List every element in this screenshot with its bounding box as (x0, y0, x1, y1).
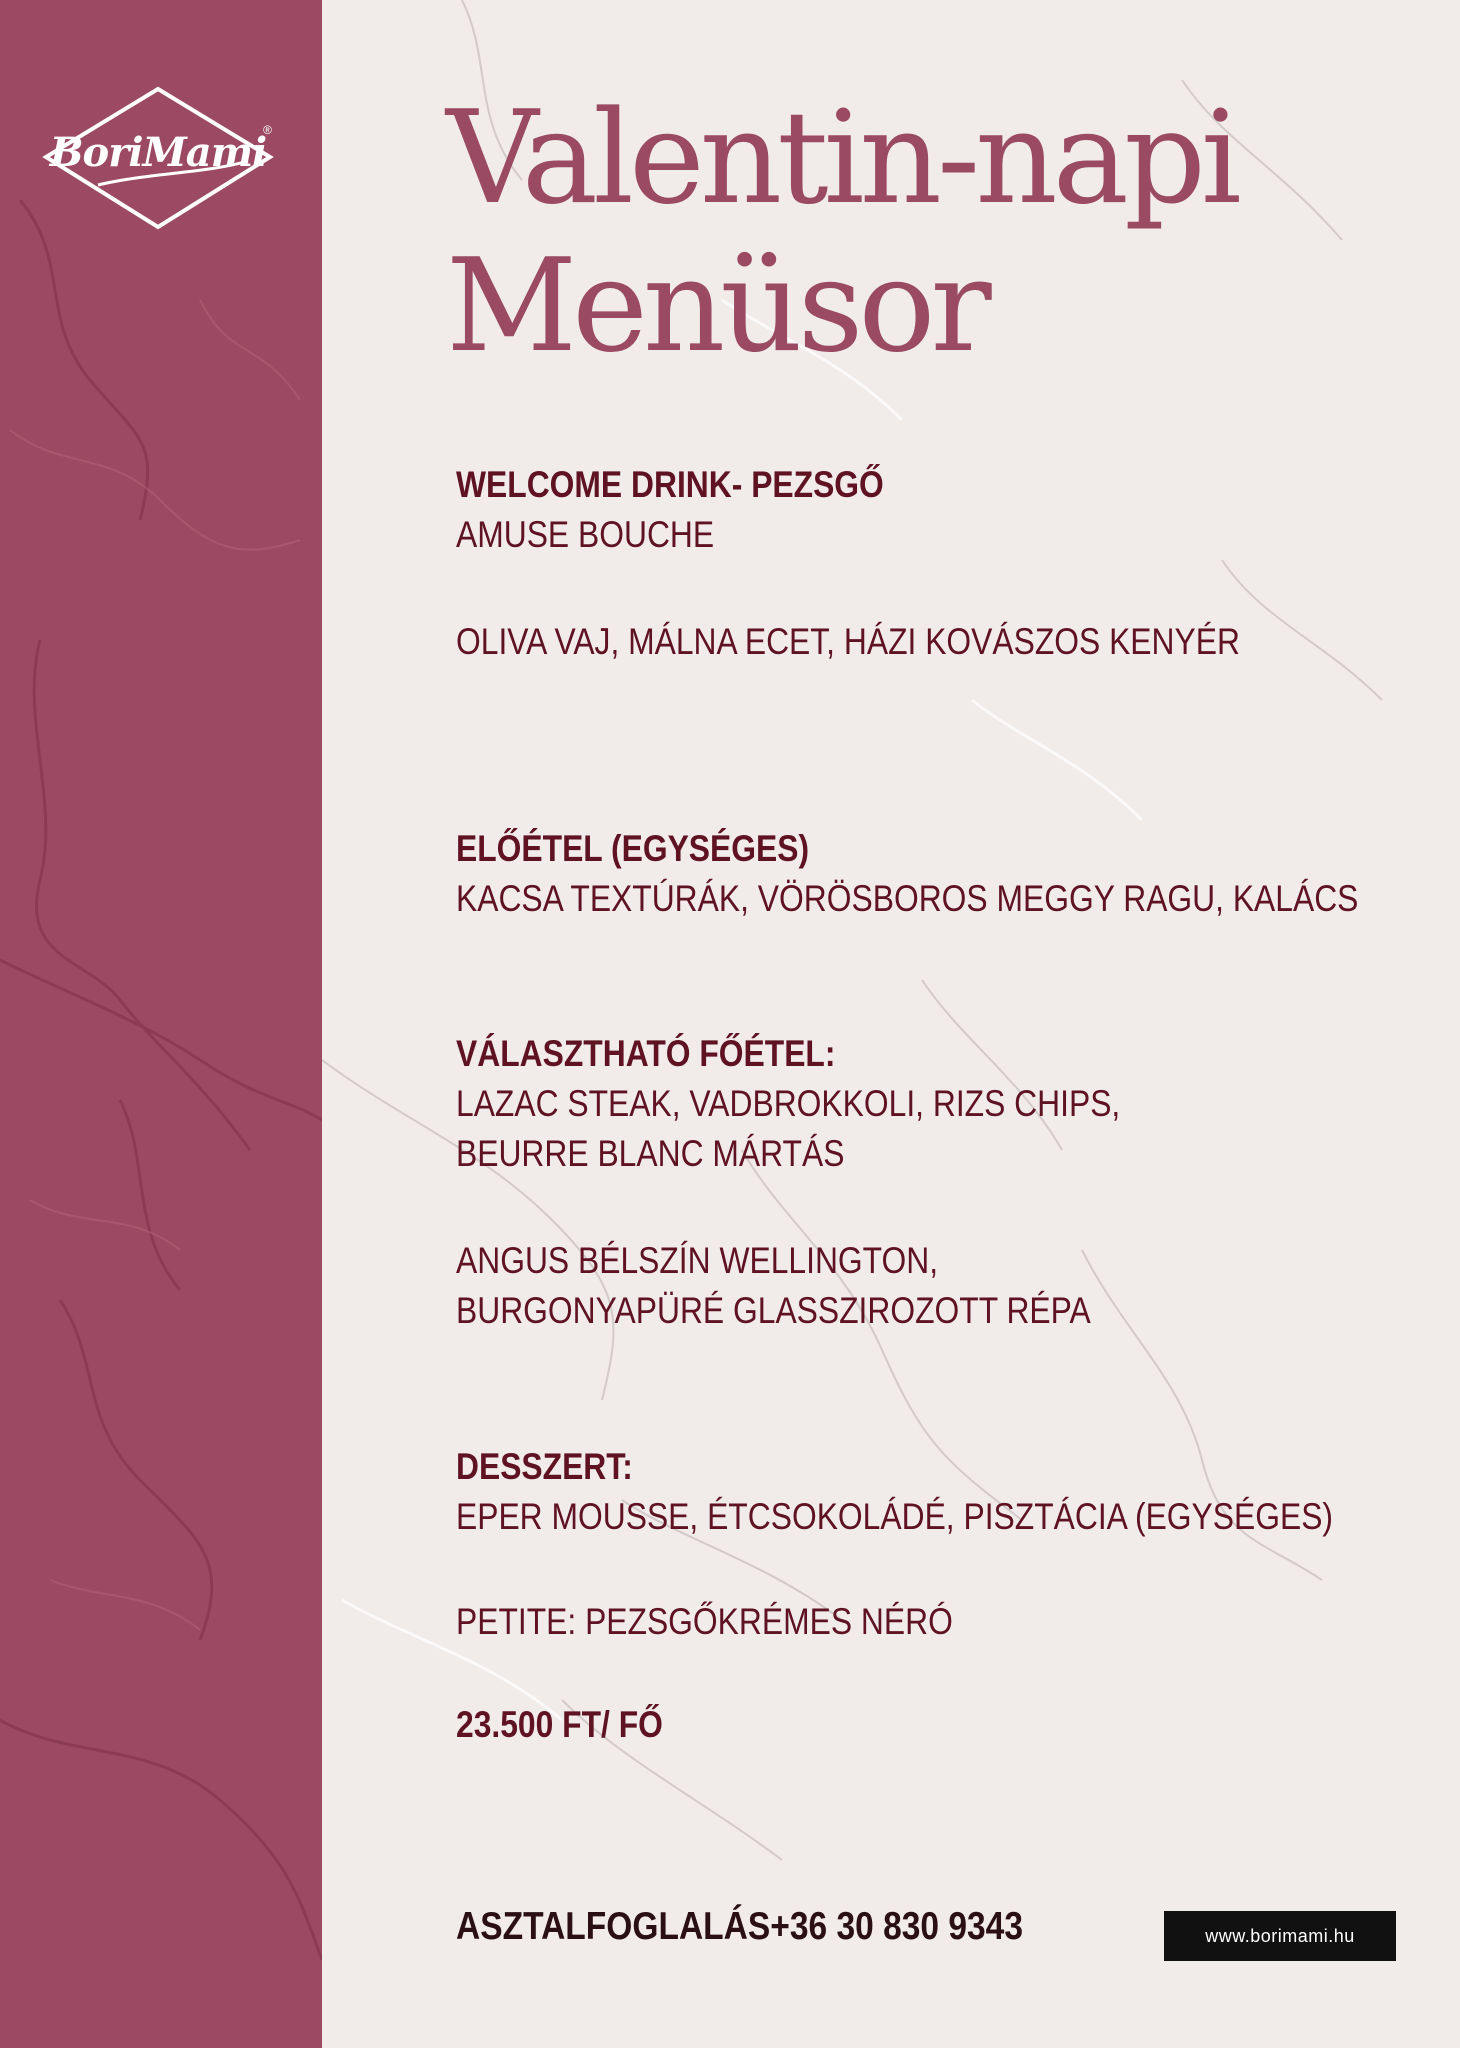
borimami-logo (38, 85, 278, 235)
page-title (446, 85, 1237, 381)
main-option-2-line-1: ANGUS BÉLSZÍN WELLINGTON, (456, 1240, 939, 1281)
main-option-2-line-2: BURGONYAPÜRÉ GLASSZIROZOTT RÉPA (456, 1290, 1091, 1331)
sidebar-texture (0, 0, 322, 2048)
dessert-section (456, 1442, 1416, 1542)
price-section (456, 1700, 1416, 1750)
dessert-heading: DESSZERT: (456, 1446, 633, 1487)
amuse-bouche: AMUSE BOUCHE (456, 514, 715, 555)
title-line-2: Menüsor (446, 232, 987, 381)
main-option-1-line-2: BEURRE BLANC MÁRTÁS (456, 1133, 845, 1174)
dessert-item: EPER MOUSSE, ÉTCSOKOLÁDÉ, PISZTÁCIA (EGYSÉGES) (456, 1496, 1334, 1537)
main-course-section (456, 1029, 1416, 1179)
starter-heading: ELŐÉTEL (EGYSÉGES) (456, 828, 810, 869)
bread-section (456, 617, 1416, 667)
registered-mark: ® (263, 123, 272, 137)
main-heading: VÁLASZTHATÓ FŐÉTEL: (456, 1033, 836, 1074)
welcome-section (456, 460, 1416, 560)
sidebar-panel (0, 0, 322, 2048)
booking-phone[interactable]: ASZTALFOGLALÁS+36 30 830 9343 (456, 1905, 1023, 1948)
website-link[interactable]: www.borimami.hu (1164, 1911, 1396, 1961)
price: 23.500 FT/ FŐ (456, 1704, 663, 1745)
main-option-1-line-1: LAZAC STEAK, VADBROKKOLI, RIZS CHIPS, (456, 1083, 1121, 1124)
starter-section (456, 824, 1416, 924)
title-line-1: Valentin-napi (446, 84, 1237, 233)
main-option-2 (456, 1236, 1416, 1336)
welcome-heading: WELCOME DRINK- PEZSGŐ (456, 464, 884, 505)
petite-section (456, 1597, 1416, 1647)
petite-item: PETITE: PEZSGŐKRÉMES NÉRÓ (456, 1601, 953, 1642)
starter-item: KACSA TEXTÚRÁK, VÖRÖSBOROS MEGGY RAGU, KALÁCS (456, 878, 1359, 919)
bread-item: OLIVA VAJ, MÁLNA ECET, HÁZI KOVÁSZOS KENYÉR (456, 621, 1240, 662)
logo-text: BoriMami (49, 129, 267, 176)
